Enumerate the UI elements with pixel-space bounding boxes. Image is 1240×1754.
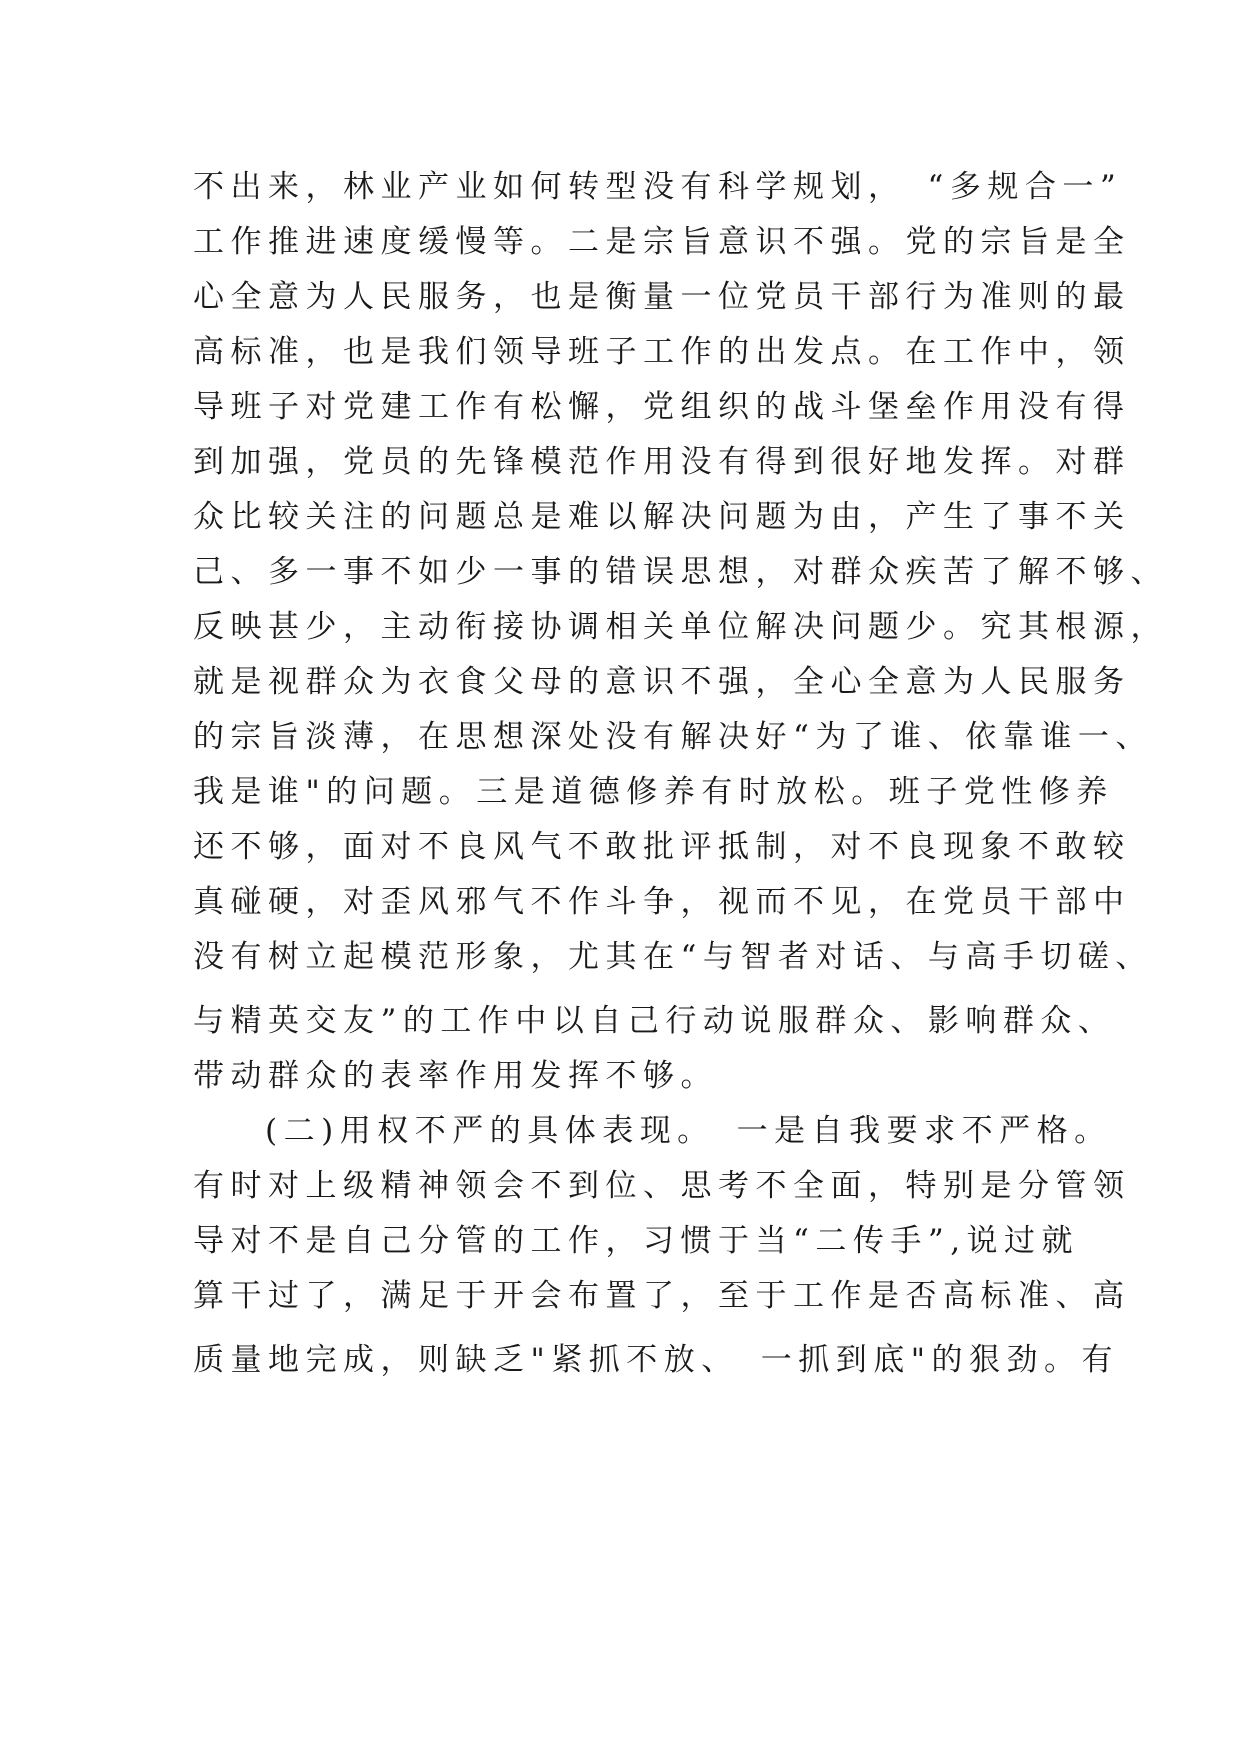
text-line: 众比较关注的问题总是难以解决问题为由，产生了事不关 [193,499,1131,535]
text-line: 质量地完成，则缺乏"紧抓不放、 一抓到底"的狠劲。有 [193,1342,1120,1378]
text-line: 还不够，面对不良风气不敢批评抵制，对不良现象不敢较 [193,829,1131,865]
text-line: 真碰硬，对歪风邪气不作斗争，视而不见，在党员干部中 [193,884,1131,920]
text-line: 与精英交友”的工作中以自己行动说服群众、影响群众、 [193,1003,1116,1039]
text-line: 导班子对党建工作有松懈，党组织的战斗堡垒作用没有得 [193,389,1131,425]
section-heading-line: (二)用权不严的具体表现。 一是自我要求不严格。 [265,1113,1112,1149]
text-line: 己、多一事不如少一事的错误思想，对群众疾苦了解不够、 [193,554,1168,590]
text-line: 高标准，也是我们领导班子工作的出发点。在工作中，领 [193,334,1131,370]
text-line: 导对不是自己分管的工作，习惯于当“二传手”,说过就 [193,1223,1080,1259]
text-line: 的宗旨淡薄，在思想深处没有解决好“为了谁、依靠谁一、 [193,719,1153,755]
text-line: 不出来，林业产业如何转型没有科学规划， “多规合一” [193,169,1123,205]
text-line: 我是谁"的问题。三是道德修养有时放松。班子党性修养 [193,774,1114,810]
text-line: 算干过了，满足于开会布置了，至于工作是否高标准、高 [193,1278,1131,1314]
text-line: 心全意为人民服务，也是衡量一位党员干部行为准则的最 [193,279,1131,315]
text-line: 没有树立起模范形象，尤其在“与智者对话、与高手切磋、 [193,939,1153,975]
text-line: 就是视群众为衣食父母的意识不强，全心全意为人民服务 [193,664,1131,700]
text-line: 反映甚少，主动衔接协调相关单位解决问题少。究其根源， [193,609,1168,645]
body-text [193,160,1168,1388]
text-line: 带动群众的表率作用发挥不够。 [193,1058,718,1094]
text-line: 工作推进速度缓慢等。二是宗旨意识不强。党的宗旨是全 [193,224,1131,260]
text-line: 到加强，党员的先锋模范作用没有得到很好地发挥。对群 [193,444,1131,480]
text-line: 有时对上级精神领会不到位、思考不全面，特别是分管领 [193,1168,1131,1204]
